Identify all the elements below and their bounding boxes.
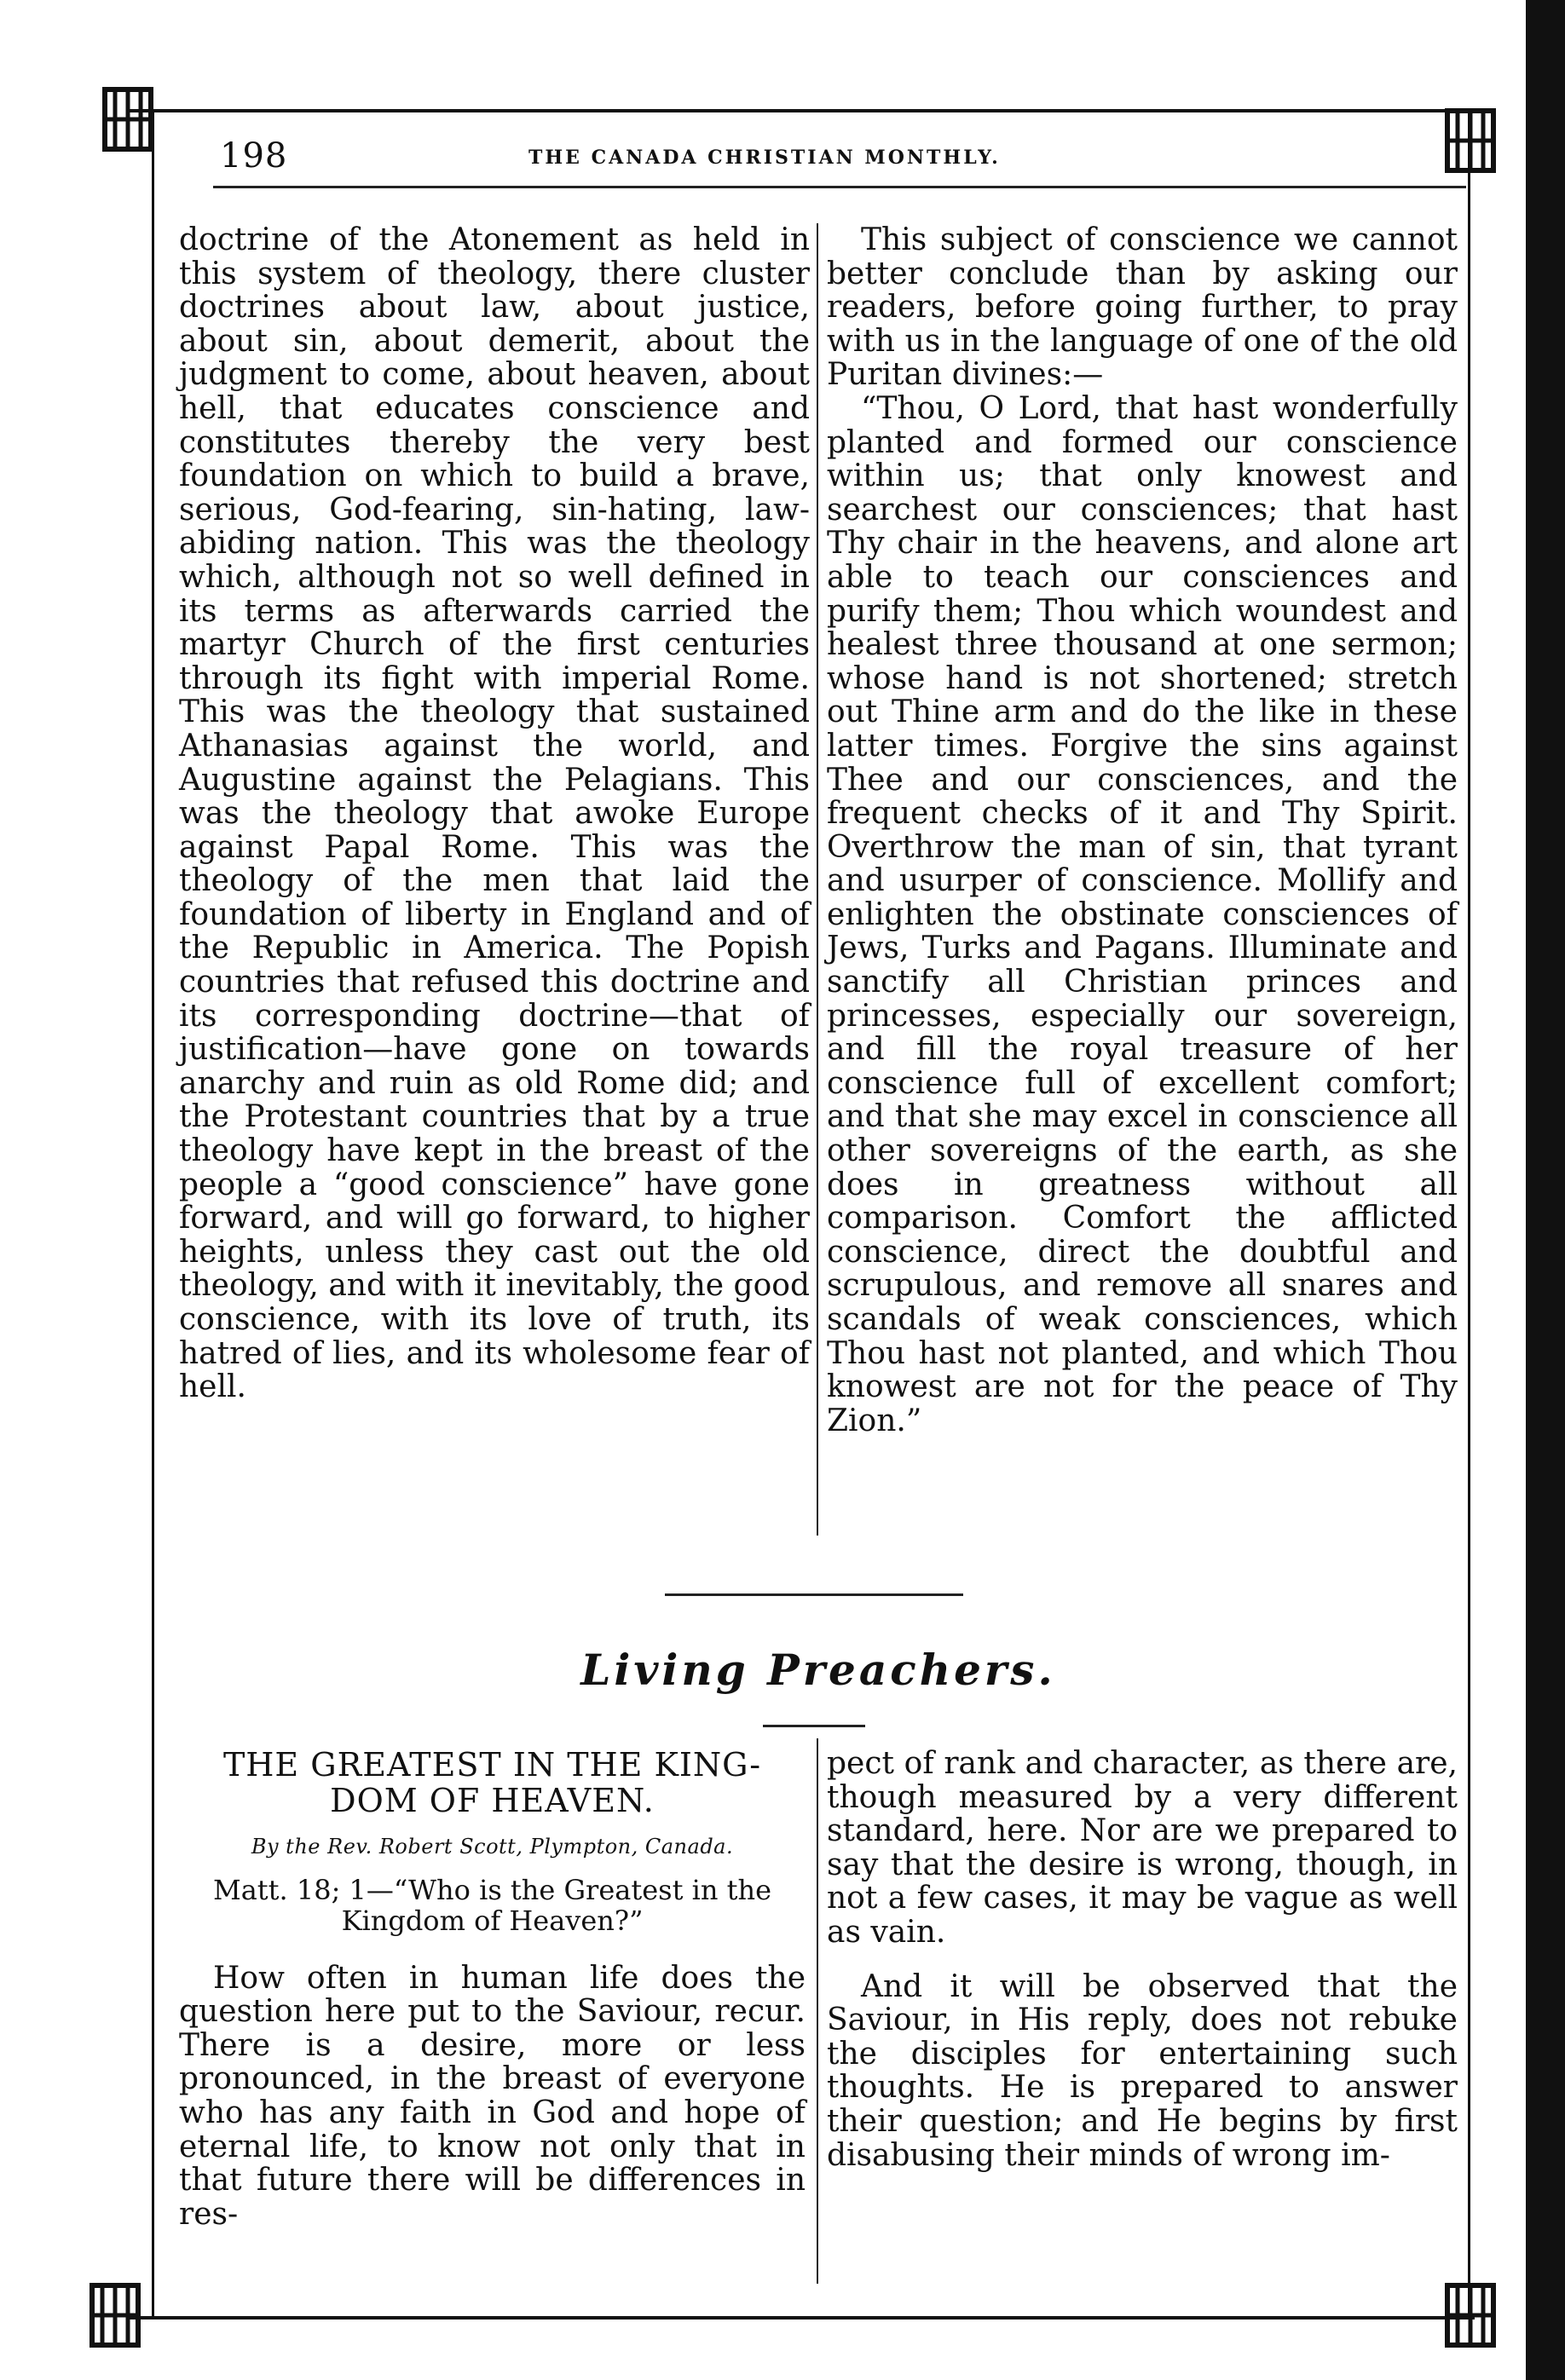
byline: By the Rev. Robert Scott, Plympton, Canada. xyxy=(251,1835,734,1858)
article-title-line: DOM OF HEAVEN. xyxy=(330,1782,655,1819)
top-right-column xyxy=(827,223,1458,1438)
page-header xyxy=(213,136,1466,181)
scripture-line: Matt. 18; 1—“Who is the Greatest in the xyxy=(212,1873,772,1906)
paragraph: doctrine of the Atonement as held in this system of theology, there cluster doctrines about law, about justice, about sin, about demerit, about the judgment to come, about heaven, about hell, that educates conscience and constitutes thereby the very best foundation on which to build a brave, serious, God-fearing, sin-hating, law-abiding nation. This was the theology which, although not so well defined in its terms as afterwards carried the martyr Church of the first centuries through its fight with imperial Rome. This was the theology that sustained Athanasias against the world, and Augustine against the Pelagians. This was the theology that awoke Europe against Papal Rome. This was the theology of the men that laid the foundation of liberty in England and of the Republic in America. The Popish countries that refused this doctrine and its corresponding doctrine—that of justification—have gone on towards anarchy and ruin as old Rome did; and the Protestant countries that by a true theology have kept in the breast of the people a “good conscience” have gone forward, and will go forward, to higher heights, unless they cast out the old theology, and with it inevitably, the good conscience, with its love of truth, its hatred of lies, and its wholesome fear of hell. xyxy=(179,222,810,1405)
right-border-rule xyxy=(1468,109,1470,2316)
corner-ornament-top-left xyxy=(98,81,158,158)
top-left-column xyxy=(179,223,810,1404)
paragraph: This subject of conscience we cannot better conclude than by asking our readers, before going further, to pray with us in the language of one of the old Puritan divines:— xyxy=(827,222,1458,393)
corner-ornament-bottom-right xyxy=(1441,2277,1500,2354)
header-rule xyxy=(213,186,1466,188)
section-title: Living Preachers. xyxy=(580,1645,1056,1695)
scan-edge-shadow xyxy=(1526,0,1565,2380)
section-rule xyxy=(665,1593,963,1596)
running-head: THE CANADA CHRISTIAN MONTHLY. xyxy=(528,147,1001,169)
top-border-rule xyxy=(128,109,1475,112)
paragraph: pect of rank and character, as there are, though measured by a very different standard, here. Nor are we prepared to say that the desire is wrong, though, in not a few cases, it may be vague as well as vain. xyxy=(827,1746,1458,1950)
article-title-line: THE GREATEST IN THE KING- xyxy=(222,1746,762,1784)
paragraph: And it will be observed that the Saviour, in His reply, does not rebuke the disciples for entertaining such thoughts. He is prepared to answer their question; and He begins by first disabusing their minds of wrong im- xyxy=(827,1968,1458,2173)
scripture-line: Kingdom of Heaven?” xyxy=(341,1904,644,1937)
article-left-column xyxy=(179,1747,806,2231)
article-title xyxy=(179,1747,806,1818)
bottom-border-rule xyxy=(128,2316,1475,2319)
article-right-column xyxy=(827,1747,1458,2172)
column-divider-bottom xyxy=(817,1738,818,2284)
section-rule-short xyxy=(763,1725,865,1727)
column-divider-top xyxy=(817,223,818,1536)
scripture-reference xyxy=(179,1875,806,1936)
prayer-quote: “Thou, O Lord, that hast wonderfully planted and formed our conscience within us; that only knowest and searchest our consciences; that hast Thy chair in the heavens, and alone art able to teach our consciences and purify them; Thou which woundest and healest three thousand at one sermon; whose hand is not shortened; stretch out Thine arm and do the like in these latter times. Forgive the sins against Thee and our consciences, and the frequent checks of it and Thy Spirit. Overthrow the man of sin, that tyrant and usurper of conscience. Mollify and enlighten the obstinate consciences of Jews, Turks and Pagans. Illuminate and sanctify all Christian princes and princesses, especially our sovereign, and fill the royal treasure of her conscience full of excellent comfort; and that she may excel in conscience all other sovereigns of the earth, as she does in greatness without all comparison. Comfort the afflicted conscience, direct the doubtful and scrupulous, and remove all snares and scandals of weak consciences, which Thou hast not planted, and which Thou knowest are not for the peace of Thy Zion.” xyxy=(827,390,1458,1438)
page-number: 198 xyxy=(220,136,288,176)
left-border-rule xyxy=(152,109,154,2316)
paragraph: How often in human life does the question here put to the Saviour, recur. There is a desire, more or less pronounced, in the breast of everyone who has any faith in God and hope of eternal life, to know not only that in that future there will be differences in res- xyxy=(179,1960,806,2232)
corner-ornament-bottom-left xyxy=(85,2277,145,2354)
